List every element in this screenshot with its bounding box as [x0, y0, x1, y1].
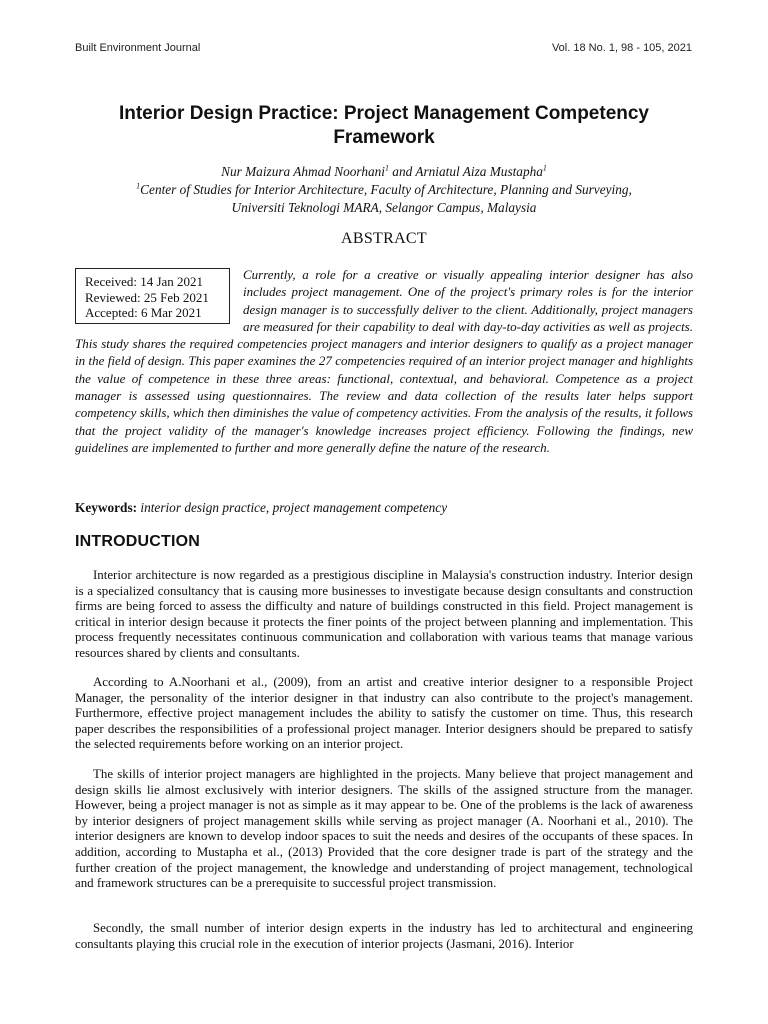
- intro-paragraph-2: According to A.Noorhani et al., (2009), from an artist and creative interior designer to a responsible Project Manager, the personality of the interior designer in that industry can also contribute to the project's management. Furthermore, effective project management includes the ability to satisfy the customer on time. Thus, this research paper describes the responsibilities of a professional project manager. Interior designers should be prepared to satisfy the selected requirements before working on an interior project.: [75, 675, 693, 752]
- intro-paragraph-3: The skills of interior project managers are highlighted in the projects. Many believe that project management and design skills lie almost exclusively with interior designers. The skills of the assigned structure from the manager. However, being a project manager is not as simple as it may appear to be. One of the problems is the lack of awareness by interior designers of project management skills while serving as project manager (A. Noorhani et al., 2010). The interior designers are known to develop indoor spaces to suit the needs and desires of the occupants of these spaces. In addition, according to Mustapha et al., (2013) Provided that the core designer trade is part of the strategy and the further creation of the project management, the knowledge and understanding of project management, technological and framework structures can be a prerequisite to successful project transmission.: [75, 767, 693, 891]
- date-reviewed: Reviewed: 25 Feb 2021: [85, 289, 209, 305]
- affiliation-mark: 1: [136, 181, 141, 191]
- affiliation-line-2: Universiti Teknologi MARA, Selangor Campus, Malaysia: [231, 200, 537, 215]
- journal-name: Built Environment Journal: [75, 42, 201, 54]
- author-line: [75, 163, 693, 181]
- author-2: Arniatul Aiza Mustapha: [415, 164, 543, 179]
- paper-title: Interior Design Practice: Project Management Competency Framework: [118, 103, 650, 148]
- abstract-text: Currently, a role for a creative or visually appealing interior designer has also includes project management. One of the project's primary roles is for the interior design manager is to successfully deliver to the client. Additionally, project managers are measured for their capability to deal with day-to-day activities as well as projects. This study shares the required competencies project managers and interior designers to qualify as a project manager in the field of design. This paper examines the 27 competencies required of an interior project manager and highlights the value of competence in these three areas: functional, contextual, and behavioral. Competence as a project manager is assessed using questionnaires. The review and data collection of the results later helps support competency skills, which then diminishes the value of competency activities. From the analysis of the results, it follows that the project validity of the manager's knowledge increases project efficiency. Following the findings, new guidelines are implemented to further and more generally define the nature of the research.: [75, 267, 693, 455]
- section-heading-introduction: INTRODUCTION: [75, 533, 201, 550]
- volume-info: Vol. 18 No. 1, 98 - 105, 2021: [551, 42, 692, 54]
- intro-paragraph-1: Interior architecture is now regarded as a prestigious discipline in Malaysia's construction industry. Interior design is a specialized consultancy that is causing more businesses to investigate because design consultants and construction firms are being forced to assess the difficulty and nature of buildings constructed in this field. Project management is critical in interior design because it protects the finer points of the project between planning and implementation. This process frequently necessitates continuous communication and collaboration with various teams that manage various resources shared by clients and consultants.: [75, 568, 693, 660]
- date-accepted: Accepted: 6 Mar 2021: [85, 305, 202, 320]
- affiliation-text-1: Center of Studies for Interior Architecture, Faculty of Architecture, Planning and Surveying,: [140, 182, 632, 197]
- abstract-heading: ABSTRACT: [341, 230, 427, 247]
- keywords-line: [75, 500, 693, 516]
- affiliation-line-1: [75, 181, 693, 199]
- author-1: Nur Maizura Ahmad Noorhani: [221, 164, 385, 179]
- intro-paragraph-4: Secondly, the small number of interior design experts in the industry has led to architectural and engineering consultants playing this crucial role in the execution of interior projects (Jasmani, 2016). Interior: [75, 921, 693, 951]
- keywords-value: interior design practice, project management competency: [140, 500, 448, 515]
- date-received: Received: 14 Jan 2021: [85, 274, 204, 289]
- author-1-affil-mark: 1: [384, 163, 389, 173]
- author-2-affil-mark: 1: [542, 163, 547, 173]
- author-connector: and: [388, 164, 416, 179]
- author-block: [75, 163, 693, 217]
- submission-dates-box: [75, 268, 230, 324]
- keywords-label: Keywords:: [75, 500, 138, 515]
